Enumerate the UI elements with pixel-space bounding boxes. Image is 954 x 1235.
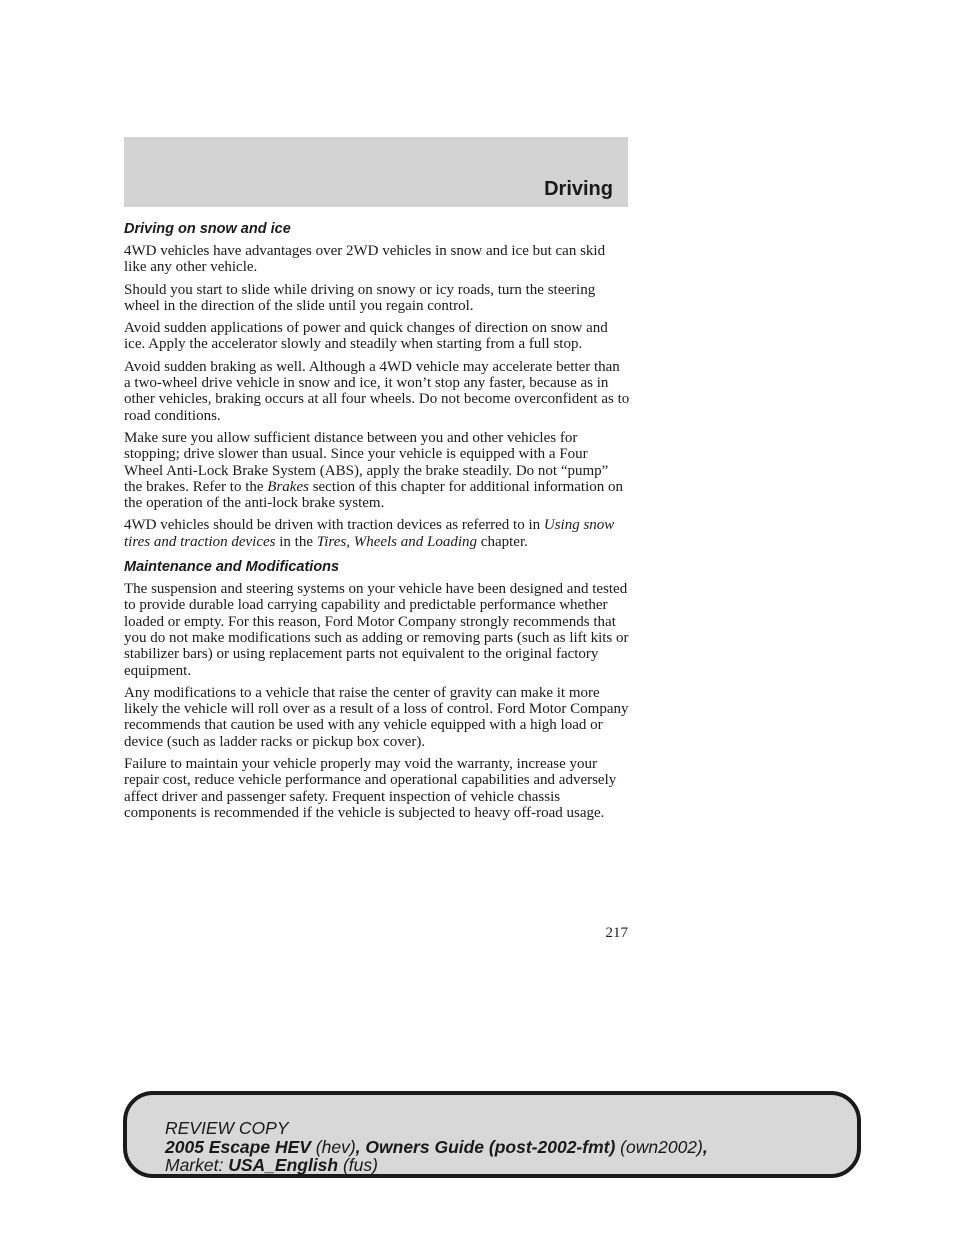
text-run: Failure to maintain your vehicle properly may void the warranty, increase your repair cost, reduce vehicle performance and operational capabilities and adversely affect driver and passenger safety. Frequent inspection of vehicle chassis components is recommended if the vehicle is subjected to heavy off-road usage. <box>124 756 617 821</box>
text-run: chapter. <box>477 533 528 550</box>
text-run: Any modifications to a vehicle that raise the center of gravity can make it more likely the vehicle will roll over as a result of a loss of control. Ford Motor Company recommends that caution be used with any vehicle equipped with a high load or device (such as ladder racks or pickup box cover). <box>124 684 629 750</box>
section-heading: Driving on snow and ice <box>124 221 291 237</box>
text-run: The suspension and steering systems on your vehicle have been designed and tested to provide durable load carrying capability and predictable performance whether loaded or empty. For this reason, Ford Motor Company strongly recommends that you do not make modifications such as adding or removing parts (such as lift kits or stabilizer bars) or using replacement parts not equivalent to the original factory equipment. <box>124 581 629 679</box>
footer-model: 2005 Escape HEV <box>165 1136 311 1157</box>
footer-text <box>165 1119 708 1175</box>
chapter-header-band <box>124 137 628 207</box>
text-run: 4WD vehicles have advantages over 2WD vehicles in snow and ice but can skid like any other vehicle. <box>124 243 606 276</box>
footer-market-label: Market: <box>165 1155 229 1175</box>
review-copy-footer <box>123 1091 861 1178</box>
review-copy-label: REVIEW COPY <box>165 1118 289 1138</box>
italic-reference: Tires, Wheels and Loading <box>316 533 478 550</box>
text-run: section of this chapter for additional information on the operation of the anti-lock brake system. <box>124 478 624 512</box>
italic-reference: Using snow tires and traction devices <box>124 517 615 550</box>
body-paragraph <box>124 430 630 511</box>
text-run: Should you start to slide while driving on snowy or icy roads, turn the steering wheel in the direction of the slide until you regain control. <box>124 281 596 314</box>
body-paragraph <box>124 517 630 550</box>
page-body <box>124 220 630 827</box>
footer-market: USA_English <box>228 1155 339 1175</box>
footer-market-code: (fus) <box>338 1155 378 1175</box>
footer-sep-1: , <box>355 1136 366 1157</box>
body-paragraph <box>124 756 630 821</box>
body-paragraph <box>124 685 630 750</box>
footer-sep-2: , <box>702 1136 708 1157</box>
body-paragraph <box>124 581 630 679</box>
text-run: Avoid sudden braking as well. Although a 4WD vehicle may accelerate better than a two-wheel drive vehicle in snow and ice, it won’t stop any faster, because as in other vehicles, braking occurs at all four wheels. Do not become overconfident as to road conditions. <box>124 358 630 424</box>
text-run: 4WD vehicles should be driven with traction devices as referred to in <box>124 517 544 534</box>
footer-guide-code: (own2002) <box>615 1136 703 1157</box>
section-heading: Maintenance and Modifications <box>124 559 340 576</box>
page-number: 217 <box>605 925 628 941</box>
footer-model-code: (hev) <box>310 1136 356 1157</box>
footer-guide: Owners Guide (post-2002-fmt) <box>365 1136 616 1157</box>
body-paragraph <box>124 282 630 315</box>
body-paragraph <box>124 243 630 276</box>
text-run: in the <box>275 533 317 550</box>
body-paragraph <box>124 320 630 353</box>
body-paragraph <box>124 359 630 424</box>
chapter-title: Driving <box>544 178 613 200</box>
italic-reference: Brakes <box>267 478 309 495</box>
text-run: Make sure you allow sufficient distance between you and other vehicles for stopping; drive slower than usual. Since your vehicle is equipped with a Four Wheel Anti-Lock Brake System (ABS), apply the brake steadily. Do not “pump” the brakes. Refer to the <box>124 429 609 495</box>
text-run: Avoid sudden applications of power and quick changes of direction on snow and ice. Apply the accelerator slowly and steadily when starting from a full stop. <box>124 320 608 353</box>
